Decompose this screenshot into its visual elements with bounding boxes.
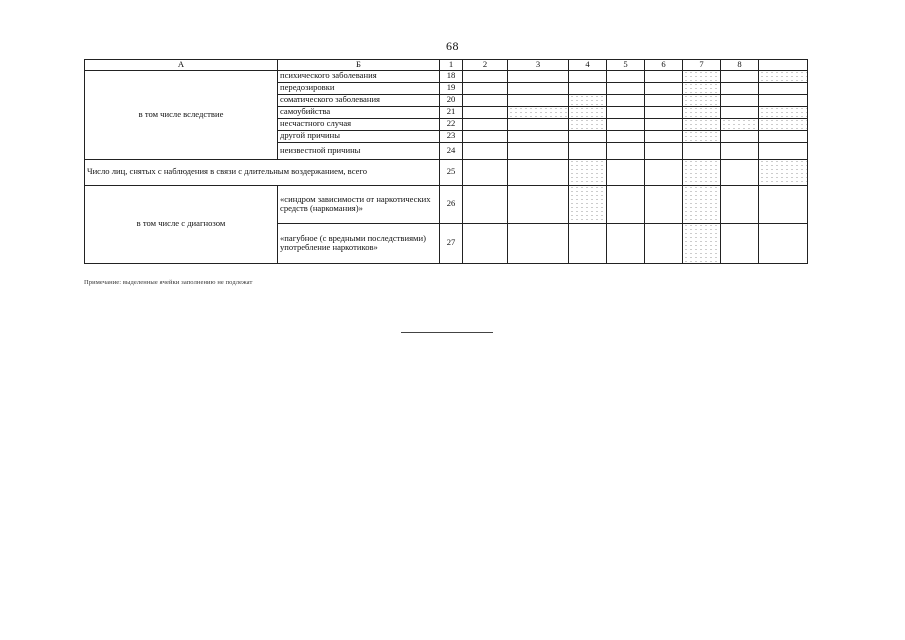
shaded-cell [569,118,607,130]
end-divider [401,332,493,333]
row-code: 20 [440,94,463,106]
header-col-8: 8 [721,60,759,71]
data-cell[interactable] [463,130,508,142]
header-col-1: 1 [440,60,463,71]
group-label-diagnosis: в том числе с диагнозом [85,185,278,263]
data-cell[interactable] [645,159,683,185]
data-cell[interactable] [508,185,569,223]
data-cell[interactable] [721,70,759,82]
data-cell[interactable] [721,223,759,263]
shaded-cell [683,82,721,94]
data-cell[interactable] [607,82,645,94]
total-row-label: Число лиц, снятых с наблюдения в связи с длительным воздержанием, всего [85,159,440,185]
data-cell[interactable] [463,185,508,223]
data-cell[interactable] [721,82,759,94]
data-cell[interactable] [645,82,683,94]
data-cell[interactable] [463,118,508,130]
row-label: несчастного случая [278,118,440,130]
shaded-cell [683,70,721,82]
data-cell[interactable] [569,142,607,159]
data-cell[interactable] [645,118,683,130]
header-col-2: 2 [463,60,508,71]
data-cell[interactable] [508,94,569,106]
data-cell[interactable] [645,94,683,106]
row-label: «пагубное (с вредными последствиями) употребление наркотиков» [278,223,440,263]
data-cell[interactable] [607,94,645,106]
row-code: 24 [440,142,463,159]
data-cell[interactable] [721,142,759,159]
data-cell[interactable] [607,118,645,130]
data-cell[interactable] [683,142,721,159]
data-cell[interactable] [569,82,607,94]
data-cell[interactable] [607,159,645,185]
data-cell[interactable] [645,130,683,142]
row-label: передозировки [278,82,440,94]
data-cell[interactable] [759,130,808,142]
header-col-3: 3 [508,60,569,71]
row-label: другой причины [278,130,440,142]
data-cell[interactable] [463,106,508,118]
data-cell[interactable] [759,223,808,263]
data-cell[interactable] [645,185,683,223]
row-code: 27 [440,223,463,263]
header-row [85,60,808,71]
header-col-a: А [85,60,278,71]
shaded-cell [569,185,607,223]
row-code: 22 [440,118,463,130]
shaded-cell [759,70,808,82]
header-col-extra [759,60,808,71]
shaded-cell [759,106,808,118]
shaded-cell [569,94,607,106]
data-cell[interactable] [508,223,569,263]
data-cell[interactable] [508,159,569,185]
shaded-cell [508,106,569,118]
row-label: «синдром зависимости от наркотических средств (наркомания)» [278,185,440,223]
shaded-cell [683,106,721,118]
row-label: психического заболевания [278,70,440,82]
data-cell[interactable] [721,94,759,106]
data-cell[interactable] [759,185,808,223]
data-cell[interactable] [721,130,759,142]
statistics-form-table [84,59,808,264]
data-cell[interactable] [463,223,508,263]
data-cell[interactable] [569,130,607,142]
shaded-cell [569,159,607,185]
shaded-cell [683,118,721,130]
shaded-cell [683,130,721,142]
group-label-vsledstvie [85,70,278,159]
shaded-cell [683,185,721,223]
data-cell[interactable] [607,185,645,223]
data-cell[interactable] [463,82,508,94]
data-cell[interactable] [645,223,683,263]
row-code: 26 [440,185,463,223]
data-cell[interactable] [721,106,759,118]
row-code: 23 [440,130,463,142]
shaded-cell [569,106,607,118]
data-cell[interactable] [508,82,569,94]
data-cell[interactable] [508,118,569,130]
data-cell[interactable] [759,94,808,106]
row-label: самоубийства [278,106,440,118]
data-cell[interactable] [508,142,569,159]
shaded-cell [683,223,721,263]
row-code: 19 [440,82,463,94]
row-label: соматического заболевания [278,94,440,106]
table-row [85,185,808,223]
shaded-cell [759,118,808,130]
header-col-6: 6 [645,60,683,71]
row-code: 18 [440,70,463,82]
page-number: 68 [446,39,459,53]
table-row-total [85,159,808,185]
data-cell[interactable] [721,159,759,185]
data-cell[interactable] [645,70,683,82]
shaded-cell [721,118,759,130]
data-cell[interactable] [508,130,569,142]
header-col-b: Б [278,60,440,71]
data-cell[interactable] [569,223,607,263]
header-col-5: 5 [607,60,645,71]
data-cell[interactable] [607,70,645,82]
data-cell[interactable] [463,142,508,159]
data-cell[interactable] [508,70,569,82]
data-cell[interactable] [463,159,508,185]
data-cell[interactable] [645,142,683,159]
row-label: неизвестной причины [278,142,440,159]
data-cell[interactable] [463,70,508,82]
shaded-cell [683,159,721,185]
data-cell[interactable] [645,106,683,118]
data-cell[interactable] [721,185,759,223]
data-cell[interactable] [607,106,645,118]
row-code: 21 [440,106,463,118]
footnote: Примечание: выделенные ячейки заполнению не подлежат [84,279,253,286]
shaded-cell [759,159,808,185]
data-cell[interactable] [569,70,607,82]
shaded-cell [683,94,721,106]
data-cell[interactable] [759,82,808,94]
data-cell[interactable] [607,223,645,263]
header-col-4: 4 [569,60,607,71]
header-col-7: 7 [683,60,721,71]
data-cell[interactable] [759,142,808,159]
data-cell[interactable] [607,130,645,142]
data-cell[interactable] [607,142,645,159]
data-cell[interactable] [463,94,508,106]
row-code: 25 [440,159,463,185]
group-label-text: в том числе вследствие [138,108,224,119]
table-row [85,70,808,82]
